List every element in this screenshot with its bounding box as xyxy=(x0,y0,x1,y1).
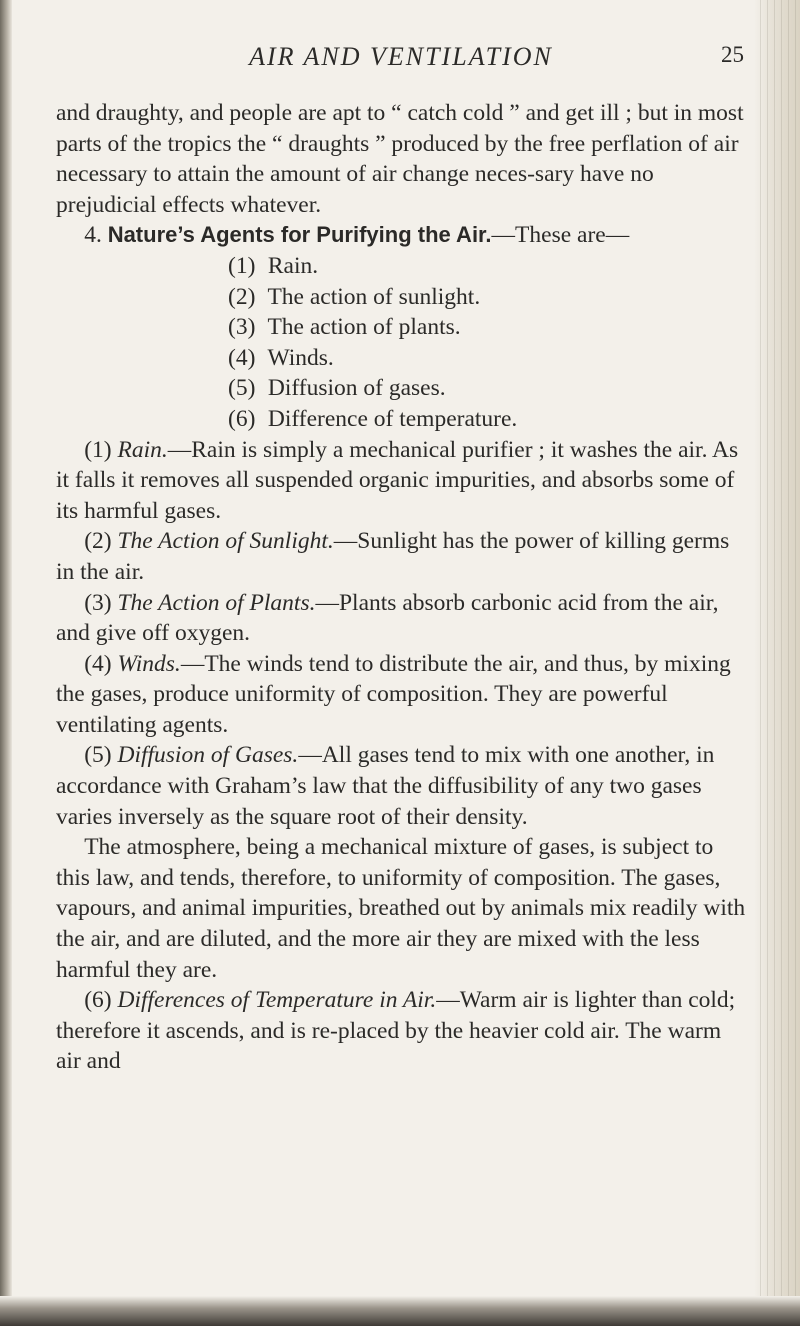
plants-label: (3) xyxy=(84,589,112,616)
list-item-label: Diffusion of gases. xyxy=(267,375,446,402)
intro-paragraph: and draughty, and people are apt to “ catch cold ” and get ill ; but in most parts of the tropics the “ draughts ” produced by the free perflation of air necessary to attain the amount of air change neces-sary have no prejudicial effects whatever. xyxy=(56,100,744,218)
list-item xyxy=(228,373,746,404)
winds-text: —The winds tend to distribute the air, and thus, by mixing the gases, produce uniformity of composition. They are powerful ventilating agents. xyxy=(56,650,731,738)
list-item xyxy=(228,343,746,374)
diffusion-text: —All gases tend to mix with one another, in accordance with Graham’s law that the diffusibility of any two gases varies inversely as the square root of their density. xyxy=(56,742,715,830)
list-item-label: The action of sunlight. xyxy=(267,283,481,310)
plants-paragraph xyxy=(56,588,746,649)
list-item-number: (5) xyxy=(228,375,256,402)
list-item-label: Difference of temperature. xyxy=(267,405,518,432)
book-page xyxy=(56,40,746,1077)
sunlight-paragraph xyxy=(56,526,746,587)
section-4-lead: —These are— xyxy=(491,222,630,249)
page-fore-edge xyxy=(754,0,800,1326)
page-bottom-shadow xyxy=(0,1296,800,1326)
list-item xyxy=(228,312,746,343)
list-item-number: (4) xyxy=(228,344,256,371)
list-item xyxy=(228,282,746,313)
list-item-label: The action of plants. xyxy=(267,314,461,341)
rain-title: Rain. xyxy=(117,436,168,463)
temperature-label: (6) xyxy=(84,987,112,1014)
section-4-number: 4. xyxy=(84,222,102,249)
rain-text: —Rain is simply a mechanical purifier ; it washes the air. As it falls it removes all suspended organic impurities, and absorbs some of its harmful gases. xyxy=(56,436,739,524)
diffusion-label: (5) xyxy=(84,742,112,769)
temperature-paragraph xyxy=(56,985,746,1077)
list-item-number: (3) xyxy=(228,314,256,341)
atmosphere-paragraph: The atmosphere, being a mechanical mixture of gases, is subject to this law, and tends, therefore, to uniformity of composition. The gases, vapours, and animal impurities, breathed out by animals mix readily with the air, and are diluted, and the more air they are mixed with the less harmful they are. xyxy=(56,834,746,983)
winds-label: (4) xyxy=(84,650,112,677)
section-4-heading: Nature’s Agents for Purifying the Air. xyxy=(107,222,492,248)
rain-paragraph xyxy=(56,435,746,527)
diffusion-title: Diffusion of Gases. xyxy=(117,742,299,769)
list-item-label: Rain. xyxy=(267,252,319,279)
section-4-paragraph xyxy=(56,220,746,251)
rain-label: (1) xyxy=(84,436,112,463)
running-title: AIR AND VENTILATION xyxy=(249,42,553,71)
page-number: 25 xyxy=(721,42,744,67)
diffusion-paragraph xyxy=(56,740,746,832)
sunlight-label: (2) xyxy=(84,528,112,555)
body-text xyxy=(56,98,746,1077)
running-head xyxy=(56,40,746,80)
winds-title: Winds. xyxy=(117,650,181,677)
winds-paragraph xyxy=(56,649,746,741)
list-item-number: (1) xyxy=(228,252,256,279)
sunlight-title: The Action of Sunlight. xyxy=(117,528,334,555)
sunlight-text: —Sunlight has the power of killing germs in the air. xyxy=(56,528,730,585)
page-binding-shadow xyxy=(0,0,12,1326)
agents-list xyxy=(228,251,746,435)
plants-text: —Plants absorb carbonic acid from the air, and give off oxygen. xyxy=(56,589,719,647)
temperature-title: Differences of Temperature in Air. xyxy=(117,987,437,1014)
list-item-number: (6) xyxy=(228,405,256,432)
plants-title: The Action of Plants. xyxy=(117,589,316,616)
list-item-number: (2) xyxy=(228,283,256,310)
list-item xyxy=(228,404,746,435)
list-item xyxy=(228,251,746,282)
temperature-text: —Warm air is lighter than cold; therefore it ascends, and is re-placed by the heavier cold air. The warm air and xyxy=(56,987,736,1075)
list-item-label: Winds. xyxy=(267,344,334,371)
